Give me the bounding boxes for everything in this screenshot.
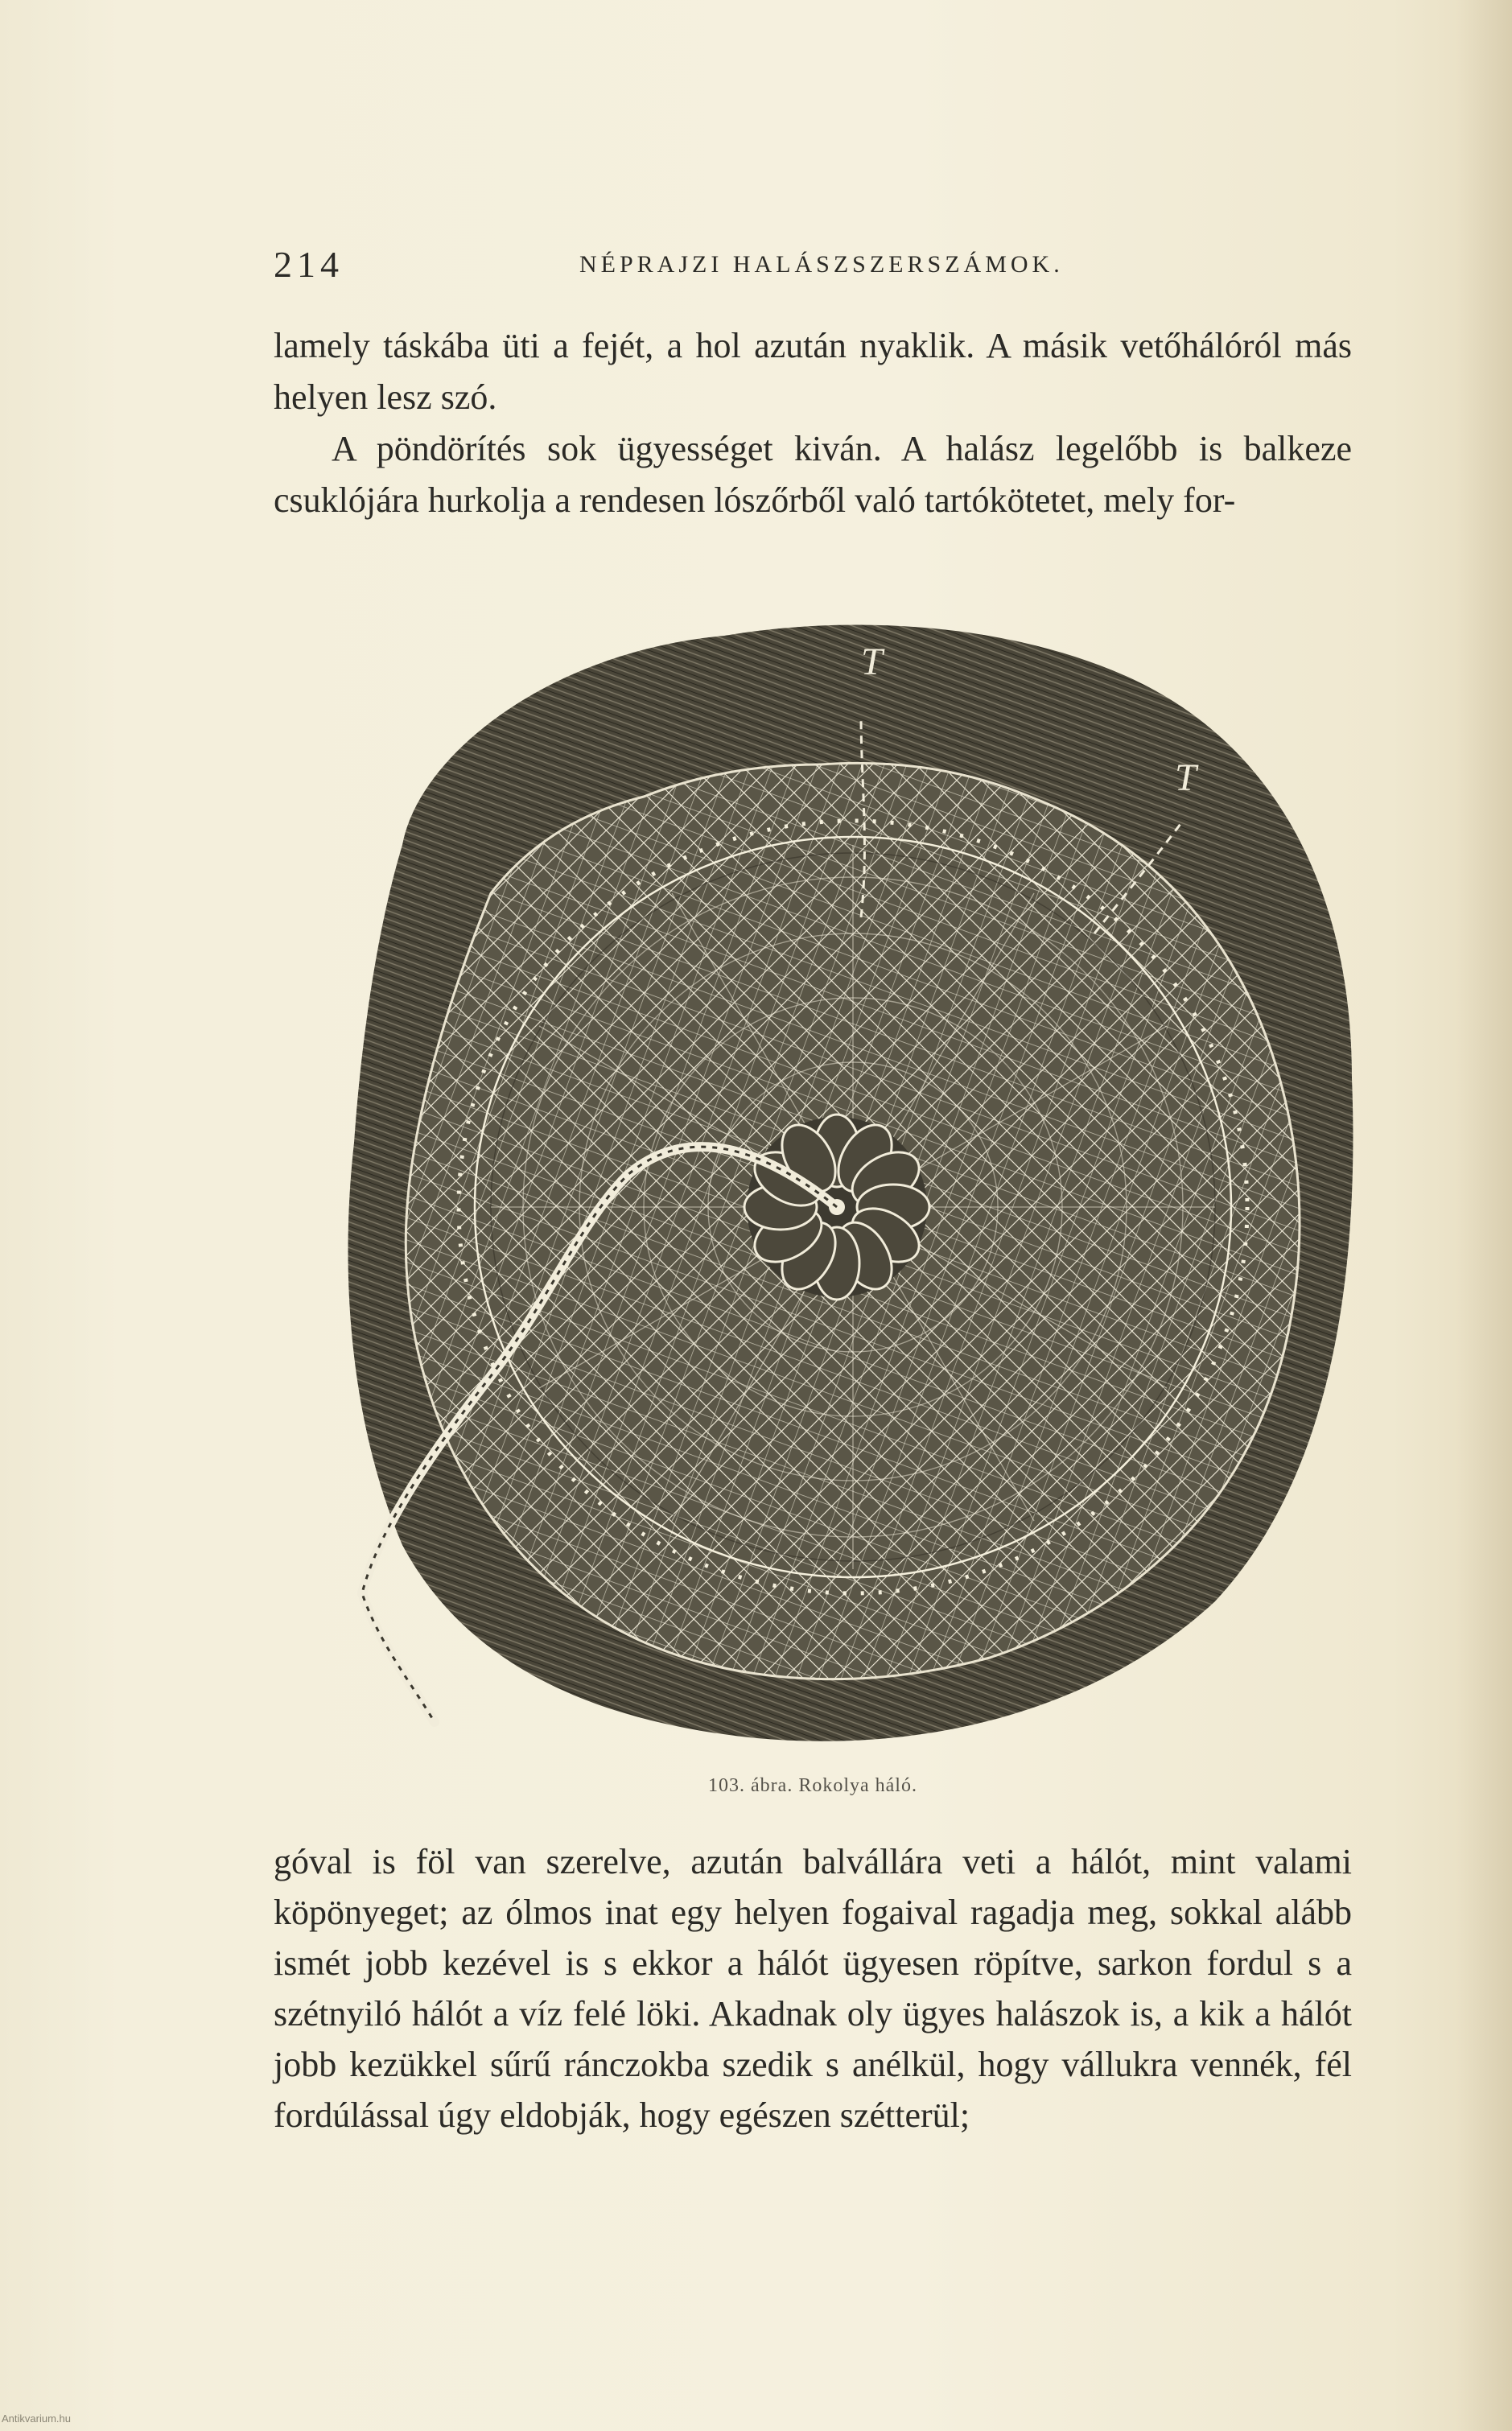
paragraph-2: A pöndörítés sok ügyességet kiván. A halász legelőbb is balkeze csuklójára hurkolja a rendesen lószőrből való tartókötetet, mely for- (274, 429, 1352, 520)
label-t-right: T (1175, 756, 1197, 799)
watermark: Antikvarium.hu (2, 2412, 71, 2425)
running-title: NÉPRAJZI HALÁSZSZERSZÁMOK. (579, 251, 1064, 278)
paragraph-1: lamely táskába üti a fejét, a hol azután nyaklik. A másik vetőhálóról más helyen lesz szó. (274, 326, 1352, 417)
figure-caption: 103. ábra. Rokolya háló. (708, 1775, 917, 1796)
paragraph-3: góval is föl van szerelve, azután balvállára veti a hálót, mint valami köpönyeget; az ólmos inat egy helyen fogaival ragadja meg, sokkal alább ismét jobb kezével is s ekkor a hálót ügyesen röpítve, sarkon fordul s a szétnyiló hálót a víz felé löki. Akadnak oly ügyes halászok is, a kik a hálót jobb kezükkel sűrű ránczokba szedik s anélkül, hogy vállukra vennék, fél fordúlással úgy eldobják, hogy egészen szétterül; (274, 1842, 1352, 2135)
label-t-top: T (861, 641, 883, 683)
page-number: 214 (274, 244, 344, 285)
bottom-text-block (274, 1836, 1352, 2141)
figure-cast-net (306, 579, 1368, 1770)
page-header (274, 243, 1352, 291)
spine-shadow (1456, 0, 1512, 2431)
top-text-block (274, 320, 1352, 526)
cast-net-illustration (306, 579, 1368, 1770)
